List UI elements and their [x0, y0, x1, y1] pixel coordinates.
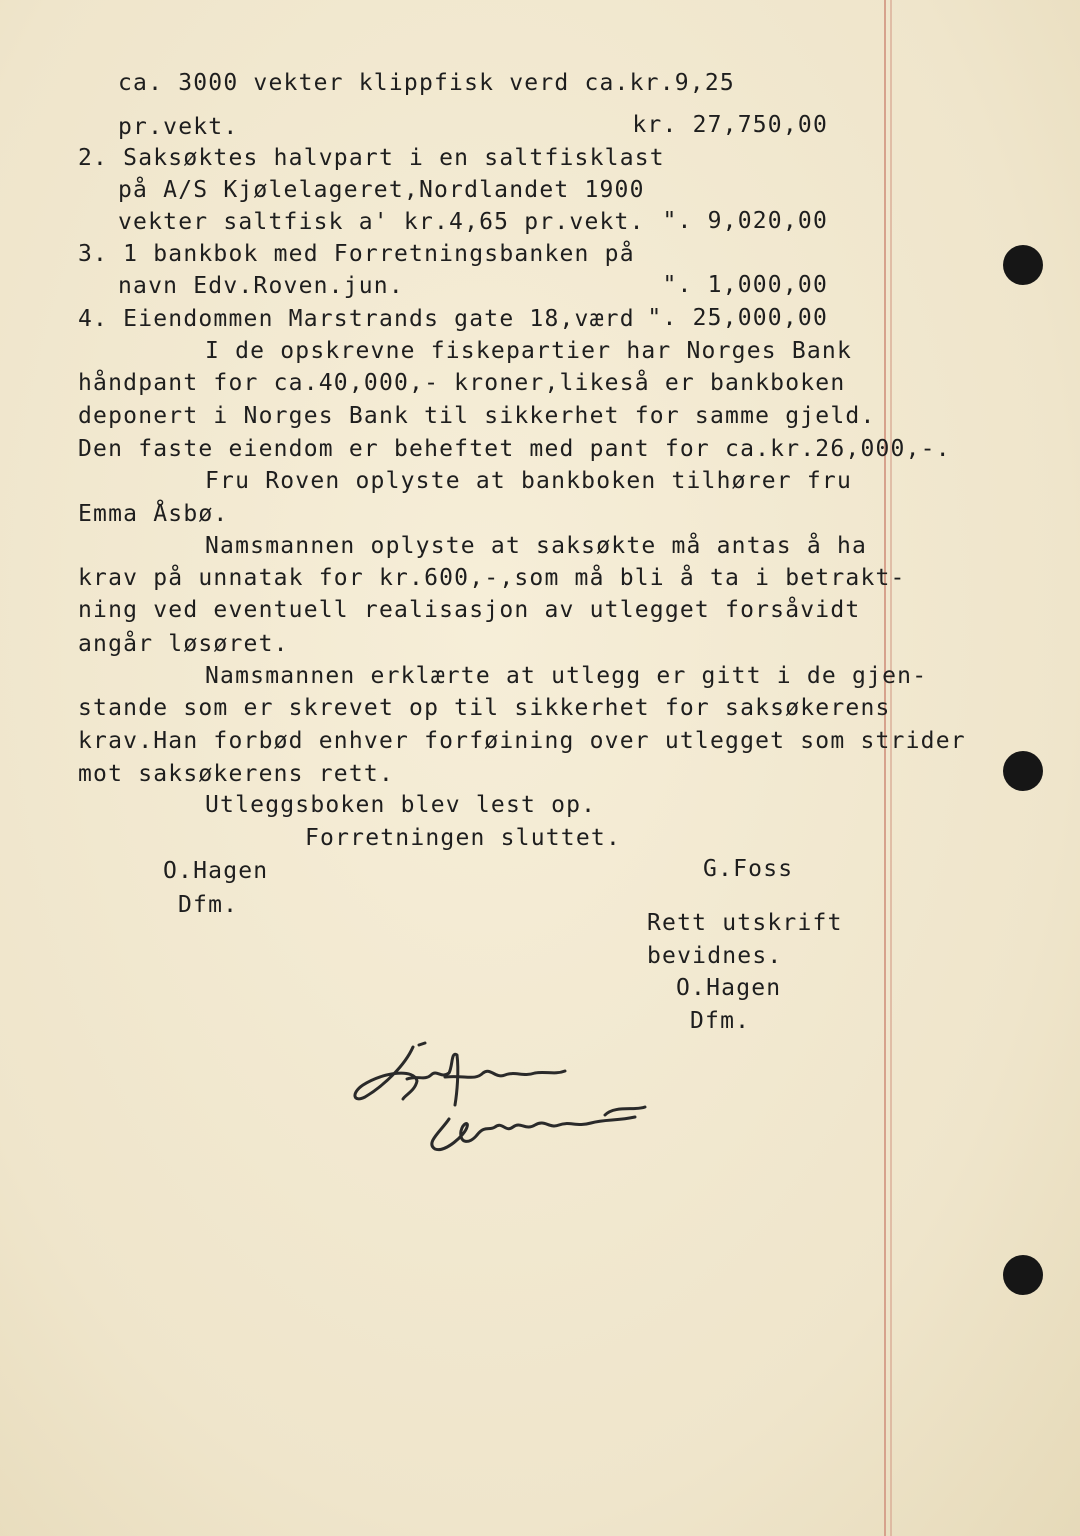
handwritten-signature	[345, 1035, 655, 1165]
text-line: navn Edv.Roven.jun.	[118, 273, 404, 299]
punch-hole-bottom	[1003, 1255, 1043, 1295]
text-line: krav.Han forbød enhver forføining over utlegget som strider	[78, 728, 966, 754]
amount: ". 9,020,00	[662, 208, 828, 234]
text-line: Fru Roven oplyste at bankboken tilhører fru	[205, 468, 853, 494]
text-line: I de opskrevne fiskepartier har Norges Bank	[205, 338, 853, 364]
margin-line-inner	[890, 0, 892, 1536]
text-line: deponert i Norges Bank til sikkerhet for samme gjeld.	[78, 403, 876, 429]
margin-line	[884, 0, 886, 1536]
text-line: vekter saltfisk a' kr.4,65 pr.vekt.	[118, 209, 645, 235]
text-line: Namsmannen erklærte at utlegg er gitt i de gjen-	[205, 663, 928, 689]
text-line: Utleggsboken blev lest op.	[205, 792, 597, 818]
certification-line: Rett utskrift	[647, 910, 843, 936]
amount: kr. 27,750,00	[632, 112, 828, 138]
text-line: håndpant for ca.40,000,- kroner,likeså er bankboken	[78, 370, 846, 396]
signature-title-left: Dfm.	[178, 892, 239, 918]
certification-title: Dfm.	[690, 1008, 751, 1034]
certification-line: bevidnes.	[647, 943, 783, 969]
text-line: Namsmannen oplyste at saksøkte må antas å ha	[205, 533, 868, 559]
list-item: 4. Eiendommen Marstrands gate 18,værd	[78, 306, 635, 332]
text-line: på A/S Kjølelageret,Nordlandet 1900	[118, 177, 645, 203]
text-line: ning ved eventuell realisasjon av utlegget forsåvidt	[78, 597, 861, 623]
list-item: 3. 1 bankbok med Forretningsbanken på	[78, 241, 635, 267]
text-line: ca. 3000 vekter klippfisk verd ca.kr.9,25	[118, 70, 735, 96]
text-line: angår løsøret.	[78, 631, 289, 657]
text-line: Den faste eiendom er beheftet med pant for ca.kr.26,000,-.	[78, 436, 951, 462]
text-line: pr.vekt.	[118, 114, 239, 140]
signature-name-left: O.Hagen	[163, 858, 269, 884]
text-line: Forretningen sluttet.	[305, 825, 621, 851]
text-line: Emma Åsbø.	[78, 501, 229, 527]
amount: ". 25,000,00	[647, 305, 828, 331]
certification-name: O.Hagen	[676, 975, 782, 1001]
text-line: krav på unnatak for kr.600,-,som må bli å ta i betrakt-	[78, 565, 906, 591]
text-line: mot saksøkerens rett.	[78, 761, 394, 787]
punch-hole-middle	[1003, 751, 1043, 791]
list-item: 2. Saksøktes halvpart i en saltfisklast	[78, 145, 665, 171]
signature-name-right: G.Foss	[703, 856, 794, 882]
punch-hole-top	[1003, 245, 1043, 285]
amount: ". 1,000,00	[662, 272, 828, 298]
text-line: stande som er skrevet op til sikkerhet for saksøkerens	[78, 695, 891, 721]
